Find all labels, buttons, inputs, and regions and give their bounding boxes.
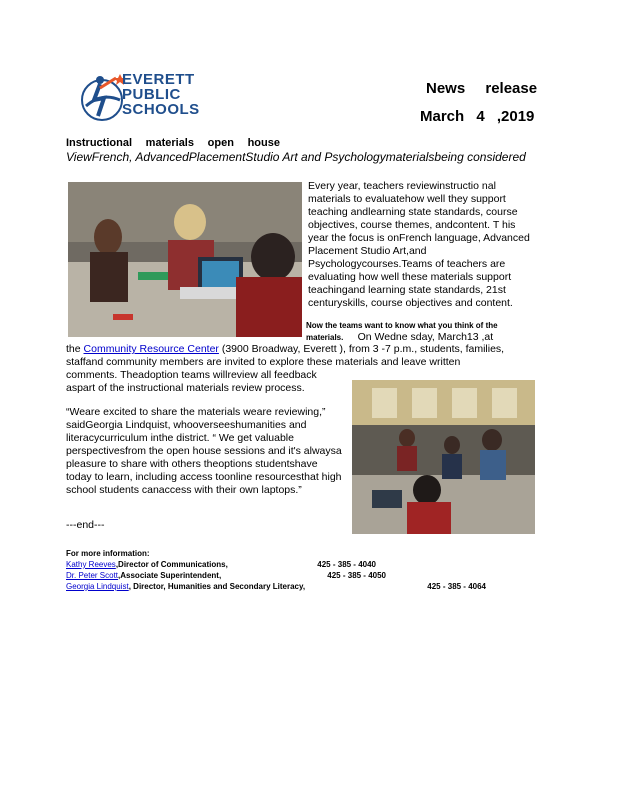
feedback-intro-text: Now the teams want to know what you think of the materials. xyxy=(306,321,498,342)
paragraph-quote: “Weare excited to share the materials weare reviewing,” saidGeorgia Lindquist, whooverseeshumanities and literacycurriculum inthe district. “ We get valuable perspectivesfrom the open house sessions and it's alwaysa pleasure to share with others theoptions studentshave today to learn, including access toonline resourcesthat high school students canaccess with their own laptops.” xyxy=(66,406,342,496)
paragraph-open-house-end: comments. Theadoption teams willreview all feedback aspart of the instructional materials review process. xyxy=(66,369,317,394)
headline-word: open xyxy=(207,137,234,149)
logo-line-2: PUBLIC xyxy=(122,86,181,103)
photo-classroom-review xyxy=(352,380,535,534)
contacts-section xyxy=(66,548,486,592)
subheadline: ViewFrench, AdvancedPlacementStudio Art and Psychologymaterialsbeing considered xyxy=(66,150,526,164)
contact-phone: 425 - 385 - 4050 xyxy=(327,571,386,580)
open-house-date-text: On Wedne sday, March13 ,at xyxy=(357,331,494,343)
logo-line-3: SCHOOLS xyxy=(122,101,200,118)
contact-phone: 425 - 385 - 4040 xyxy=(317,560,376,569)
paragraph-open-house xyxy=(66,343,540,369)
end-marker: ---end--- xyxy=(66,519,105,531)
news-release-title: News release xyxy=(426,80,538,97)
contact-name-link[interactable]: Dr. Peter Scott xyxy=(66,571,119,580)
logo-line-1: EVERETT xyxy=(122,71,195,88)
release-date: March 4 ,2019 xyxy=(420,108,535,125)
contact-phone: 425 - 385 - 4064 xyxy=(427,582,486,591)
contact-name-link[interactable]: Georgia Lindquist xyxy=(66,582,129,591)
paragraph-intro: Every year, teachers reviewinstructio nal materials to evaluatehow well they support teaching andlearning state standards, course objectives, course themes, andcontent. T his year the focus is onFrench language, Advanced Placement Studio Art,and Psychologycourses.Teams of teachers are evaluating how well these materials support teachingand learning state standards, 21st centuryskills, course objectives and content. xyxy=(308,180,530,309)
photo-teachers-reviewing xyxy=(68,182,302,337)
headline-word: house xyxy=(247,137,280,149)
contacts-heading: For more information: xyxy=(66,549,150,558)
contact-name-link[interactable]: Kathy Reeves xyxy=(66,560,116,569)
contact-row xyxy=(66,559,486,570)
headline xyxy=(66,137,280,149)
contact-title: , Director, Humanities and Secondary Literacy, xyxy=(128,582,306,591)
contact-title: ,Associate Superintendent, xyxy=(118,571,222,580)
community-resource-center-link[interactable]: Community Resource Center xyxy=(83,343,219,355)
logo-text xyxy=(122,72,200,117)
contact-row xyxy=(66,581,486,592)
open-house-details: (3900 Broadway, Everett ), from 3 -7 p.m., students, families, staffand community members are invited to explore these materials and leave written xyxy=(66,343,505,368)
paragraph-feedback-intro xyxy=(306,320,530,344)
contact-row xyxy=(66,570,486,581)
contact-title: ,Director of Communications, xyxy=(115,560,228,569)
open-house-pre: the xyxy=(66,343,81,355)
headline-word: Instructional xyxy=(66,137,133,149)
headline-word: materials xyxy=(145,137,194,149)
